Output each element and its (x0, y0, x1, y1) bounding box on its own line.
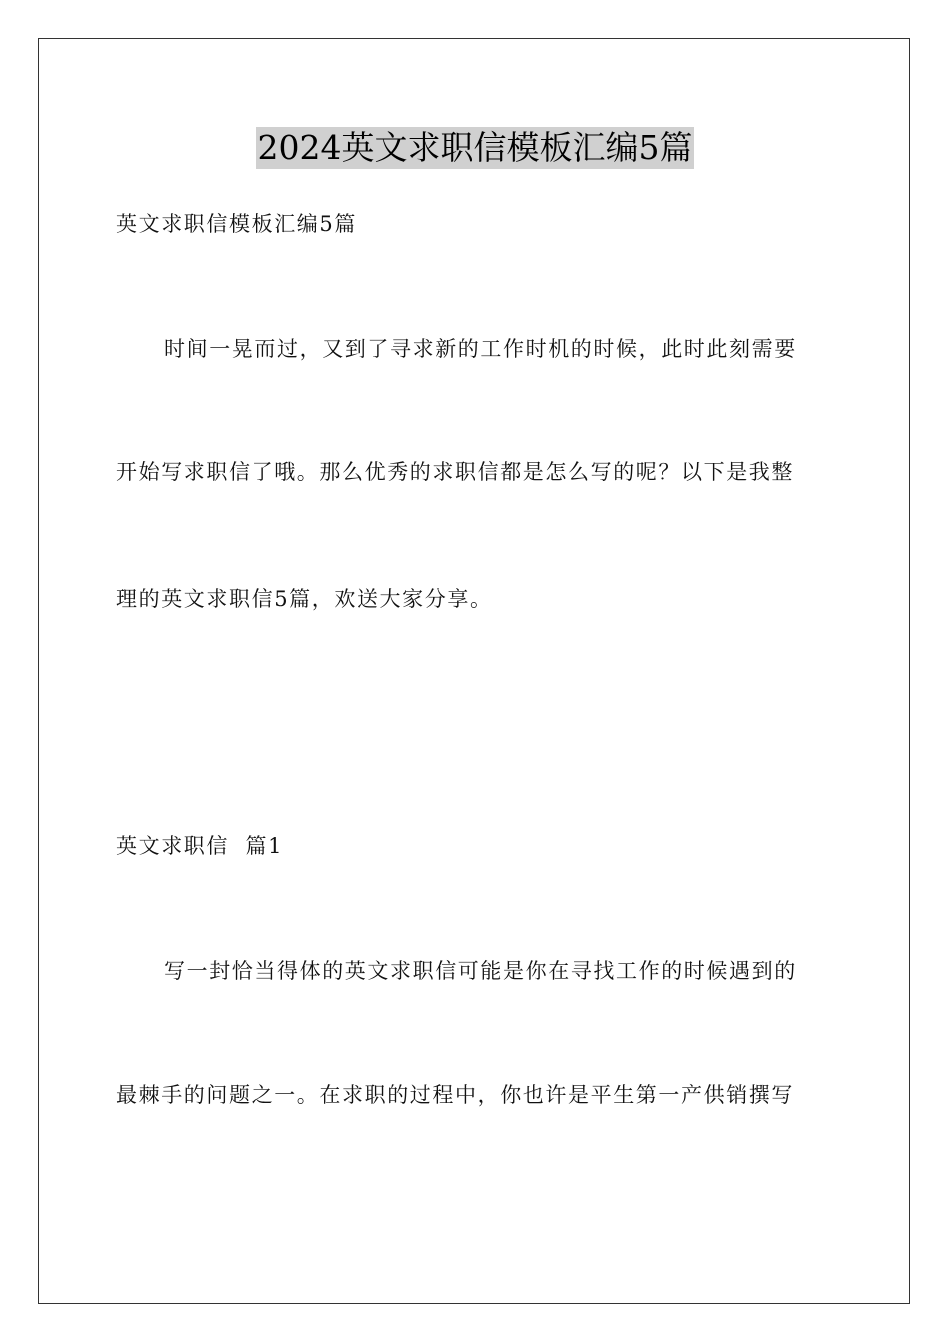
document-title: 2024英文求职信模板汇编5篇 (257, 128, 693, 167)
title-container (0, 127, 950, 169)
intro-line-3: 理的英文求职信5篇，欢送大家分享。 (116, 587, 493, 611)
section-heading: 英文求职信 篇1 (116, 834, 284, 858)
intro-line-2: 开始写求职信了哦。那么优秀的求职信都是怎么写的呢？以下是我整 (116, 460, 794, 484)
intro-line-1: 时间一晃而过，又到了寻求新的工作时机的时候，此时此刻需要 (164, 337, 797, 361)
section-line-1: 写一封恰当得体的英文求职信可能是你在寻找工作的时候遇到的 (164, 959, 797, 983)
document-subtitle: 英文求职信模板汇编5篇 (116, 212, 357, 236)
section-line-2: 最棘手的问题之一。在求职的过程中，你也许是平生第一产供销撰写 (116, 1083, 794, 1107)
